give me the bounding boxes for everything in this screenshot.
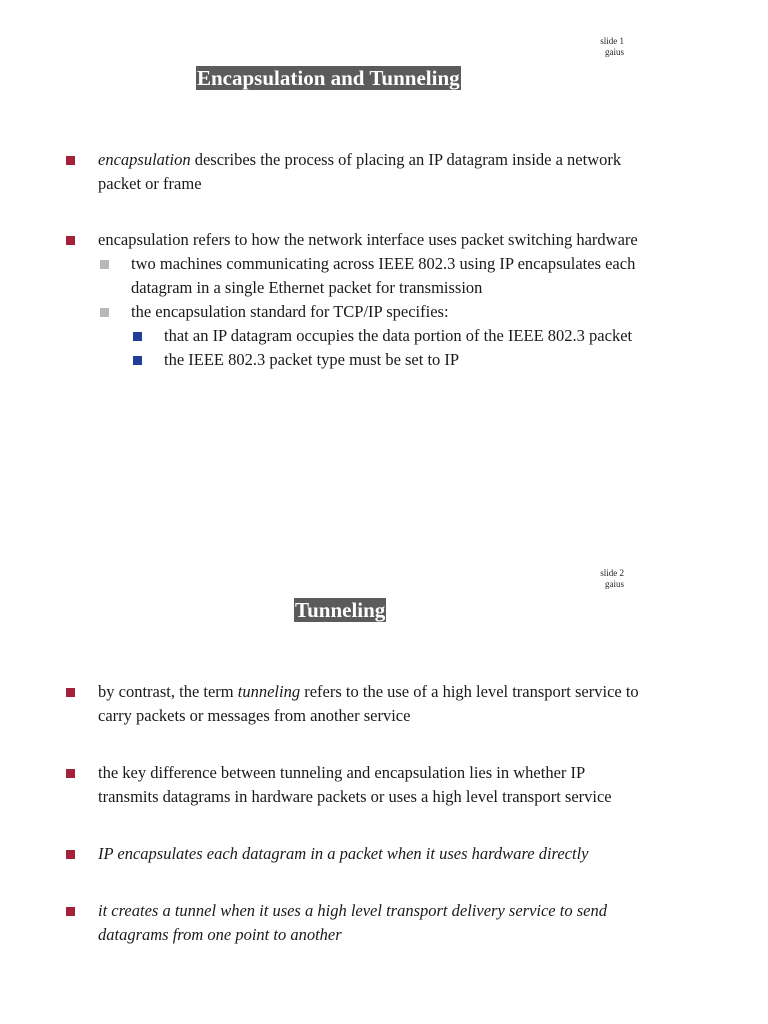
slide-meta bbox=[600, 568, 624, 590]
bullet-text: refers to the use of a high level transport service to carry packets or messages from another service bbox=[98, 682, 639, 725]
bullet-text: by contrast, the term bbox=[98, 682, 238, 701]
bullet-text: describes the process of placing an IP datagram inside a network packet or frame bbox=[98, 150, 622, 193]
red-square-bullet-icon bbox=[66, 236, 75, 245]
term-tunneling: tunneling bbox=[237, 682, 301, 701]
sub-bullet-text: two machines communicating across IEEE 802.3 using IP encapsulates each datagram in a single Ethernet packet for transmission bbox=[131, 254, 636, 297]
red-square-bullet-icon bbox=[66, 769, 75, 778]
slide-number: slide 2 bbox=[600, 568, 624, 578]
bullet-text: the key difference between tunneling and encapsulation lies in whether IP transmits datagrams in hardware packets or uses a high level transport service bbox=[98, 763, 612, 806]
bullet-item bbox=[60, 680, 640, 728]
sub-sub-bullet-item bbox=[131, 324, 640, 348]
blue-square-bullet-icon bbox=[133, 332, 142, 341]
red-square-bullet-icon bbox=[66, 156, 75, 165]
bullet-text: it creates a tunnel when it uses a high level transport delivery service to send datagrams from one point to another bbox=[98, 901, 607, 944]
red-square-bullet-icon bbox=[66, 850, 75, 859]
sub-bullet-text: the encapsulation standard for TCP/IP specifies: bbox=[131, 302, 449, 321]
sub-sub-bullet-list bbox=[131, 324, 640, 372]
bullet-item bbox=[60, 228, 640, 372]
red-square-bullet-icon bbox=[66, 907, 75, 916]
bullet-item bbox=[60, 842, 640, 866]
slide-title: Tunneling bbox=[295, 598, 386, 622]
slide-number: slide 1 bbox=[600, 36, 624, 46]
slide-title: Encapsulation and Tunneling bbox=[197, 66, 460, 90]
slide-author: gaius bbox=[605, 579, 624, 589]
sub-sub-bullet-text: the IEEE 802.3 packet type must be set to IP bbox=[164, 350, 460, 369]
bullet-list bbox=[60, 148, 640, 372]
sub-sub-bullet-item bbox=[131, 348, 640, 372]
sub-bullet-item bbox=[98, 300, 640, 372]
bullet-item bbox=[60, 148, 640, 196]
blue-square-bullet-icon bbox=[133, 356, 142, 365]
sub-sub-bullet-text: that an IP datagram occupies the data portion of the IEEE 802.3 packet bbox=[164, 326, 633, 345]
bullet-item bbox=[60, 761, 640, 809]
term-encapsulation: encapsulation bbox=[98, 150, 191, 169]
bullet-list bbox=[60, 680, 640, 947]
slide-2 bbox=[0, 530, 768, 1024]
bullet-text: encapsulation refers to how the network interface uses packet switching hardware bbox=[98, 230, 638, 249]
bullet-text: IP encapsulates each datagram in a packet when it uses hardware directly bbox=[98, 844, 589, 863]
gray-square-bullet-icon bbox=[100, 308, 109, 317]
gray-square-bullet-icon bbox=[100, 260, 109, 269]
sub-bullet-item bbox=[98, 252, 640, 300]
slide-author: gaius bbox=[605, 47, 624, 57]
sub-bullet-list bbox=[98, 252, 640, 372]
slide-meta bbox=[600, 36, 624, 58]
bullet-item bbox=[60, 899, 640, 947]
red-square-bullet-icon bbox=[66, 688, 75, 697]
